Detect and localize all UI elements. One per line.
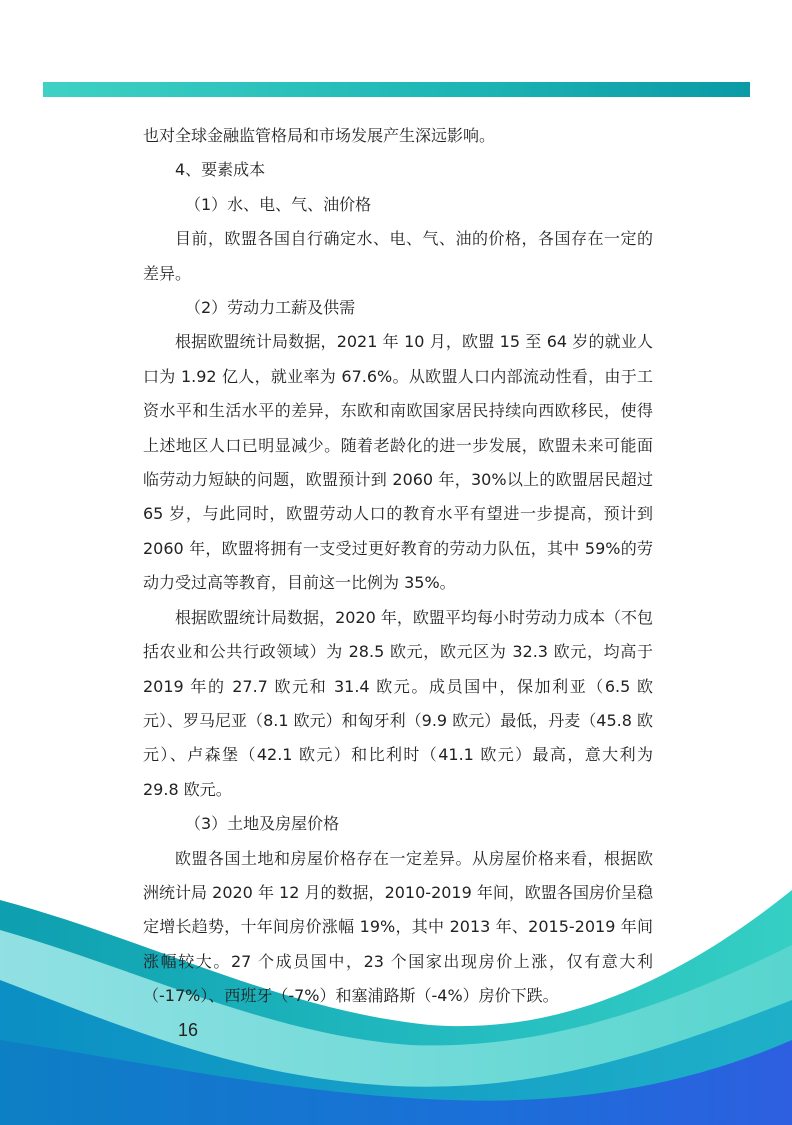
paragraph-labor-supply: 根据欧盟统计局数据，2021 年 10 月，欧盟 15 至 64 岁的就业人口为 1.92 亿人，就业率为 67.6%。从欧盟人口内部流动性看，由于工资水平和生活水平的差异，东欧和南欧国家居民持续向西欧移民，使得上述地区人口已明显减少。随着老龄化的进一步发展，欧盟未来可能面临劳动力短缺的问题，欧盟预计到 2060 年，30%以上的欧盟居民超过 65 岁，与此同时，欧盟劳动人口的教育水平有望进一步提高，预计到 2060 年，欧盟将拥有一支受过更好教育的劳动力队伍，其中 59%的劳动力受过高等教育，目前这一比例为 35%。 <box>143 332 653 593</box>
subsection-heading-utilities: （1）水、电、气、油价格 <box>185 194 372 214</box>
paragraph-land-housing: 欧盟各国土地和房屋价格存在一定差异。从房屋价格来看，根据欧洲统计局 2020 年 12 月的数据，2010-2019 年间，欧盟各国房价呈稳定增长趋势，十年间房价涨幅 19%，其中 2013 年、2015-2019 年间涨幅较大。27 个成员国中，23 个国家出现房价上涨，仅有意大利（-17%）、西班牙（-7%）和塞浦路斯（-4%）房价下跌。 <box>143 848 653 1006</box>
continuation-paragraph: 也对全球金融监管格局和市场发展产生深远影响。 <box>143 126 496 145</box>
subsection-heading-labor: （2）劳动力工薪及供需 <box>185 298 356 318</box>
subsection-heading-land-housing: （3）土地及房屋价格 <box>185 814 340 834</box>
page-number: 16 <box>178 1020 199 1040</box>
paragraph-labor-cost: 根据欧盟统计局数据，2020 年，欧盟平均每小时劳动力成本（不包括农业和公共行政领域）为 28.5 欧元，欧元区为 32.3 欧元，均高于 2019 年的 27.7 欧元和 31.4 欧元。成员国中，保加利亚（6.5 欧元）、罗马尼亚（8.1 欧元）和匈牙利（9.9 欧元）最低，丹麦（45.8 欧元）、卢森堡（42.1 欧元）和比利时（41.1 欧元）最高，意大利为 29.8 欧元。 <box>143 607 653 799</box>
section-heading: 4、要素成本 <box>175 160 266 180</box>
document-body <box>143 119 653 1014</box>
paragraph-utilities: 目前，欧盟各国自行确定水、电、气、油的价格，各国存在一定的差异。 <box>143 229 653 283</box>
header-accent-bar <box>43 82 750 97</box>
